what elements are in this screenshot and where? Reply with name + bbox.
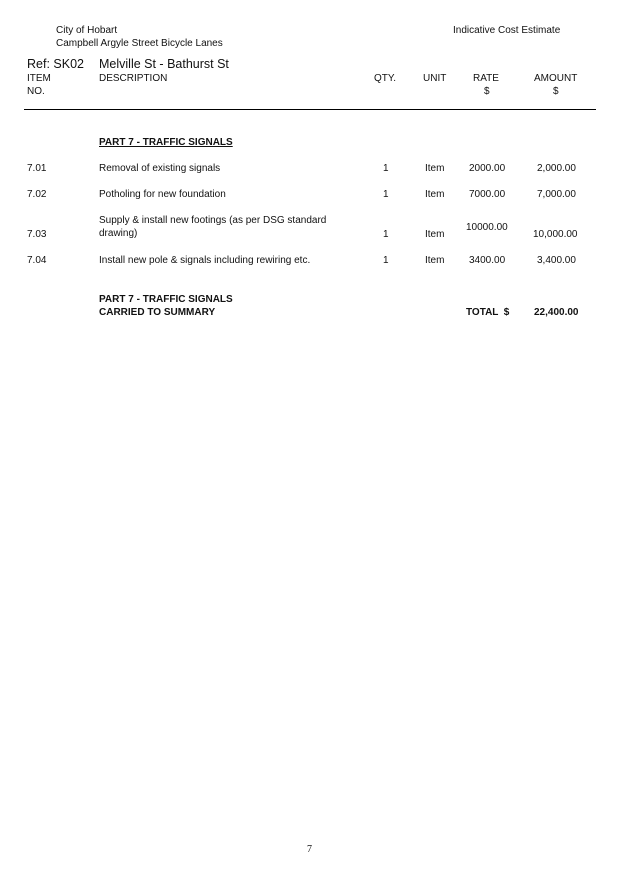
header-divider (24, 109, 596, 110)
document-type: Indicative Cost Estimate (453, 25, 561, 36)
col-amount-currency: $ (553, 86, 559, 97)
location-title: Melville St - Bathurst St (99, 57, 229, 71)
row-amount: 2,000.00 (537, 163, 576, 174)
row-rate: 3400.00 (469, 255, 506, 266)
row-description-line2: drawing) (99, 228, 138, 239)
row-qty: 1 (383, 189, 389, 200)
row-unit: Item (425, 229, 445, 240)
total-value: 22,400.00 (534, 307, 579, 318)
total-label: TOTAL $ (466, 307, 510, 318)
row-item-number: 7.02 (27, 189, 47, 200)
row-item-number: 7.03 (27, 229, 47, 240)
reference-code: Ref: SK02 (27, 57, 84, 71)
row-item-number: 7.01 (27, 163, 47, 174)
row-rate: 10000.00 (466, 222, 508, 233)
col-rate-currency: $ (484, 86, 490, 97)
col-item-line2: NO. (27, 86, 45, 97)
summary-part-title: PART 7 - TRAFFIC SIGNALS (99, 294, 233, 305)
col-amount: AMOUNT (534, 73, 578, 84)
project-name: Campbell Argyle Street Bicycle Lanes (56, 38, 223, 49)
row-amount: 7,000.00 (537, 189, 576, 200)
row-unit: Item (425, 163, 445, 174)
row-unit: Item (425, 255, 445, 266)
row-rate: 2000.00 (469, 163, 506, 174)
row-description: Potholing for new foundation (99, 189, 226, 200)
org-name: City of Hobart (56, 25, 118, 36)
row-rate: 7000.00 (469, 189, 506, 200)
summary-carried-label: CARRIED TO SUMMARY (99, 307, 216, 318)
row-description: Removal of existing signals (99, 163, 221, 174)
col-item-line1: ITEM (27, 73, 51, 84)
row-amount: 10,000.00 (533, 229, 578, 240)
col-description: DESCRIPTION (99, 73, 168, 84)
row-qty: 1 (383, 163, 389, 174)
row-description: Install new pole & signals including rewiring etc. (99, 255, 311, 266)
col-qty: QTY. (374, 73, 397, 84)
col-rate: RATE (473, 73, 499, 84)
row-qty: 1 (383, 229, 389, 240)
section-title: PART 7 - TRAFFIC SIGNALS (99, 137, 233, 148)
row-qty: 1 (383, 255, 389, 266)
row-item-number: 7.04 (27, 255, 47, 266)
row-amount: 3,400.00 (537, 255, 576, 266)
row-unit: Item (425, 189, 445, 200)
row-description-line1: Supply & install new footings (as per DSG standard (99, 215, 327, 226)
col-unit: UNIT (423, 73, 447, 84)
page-number: 7 (307, 844, 312, 855)
